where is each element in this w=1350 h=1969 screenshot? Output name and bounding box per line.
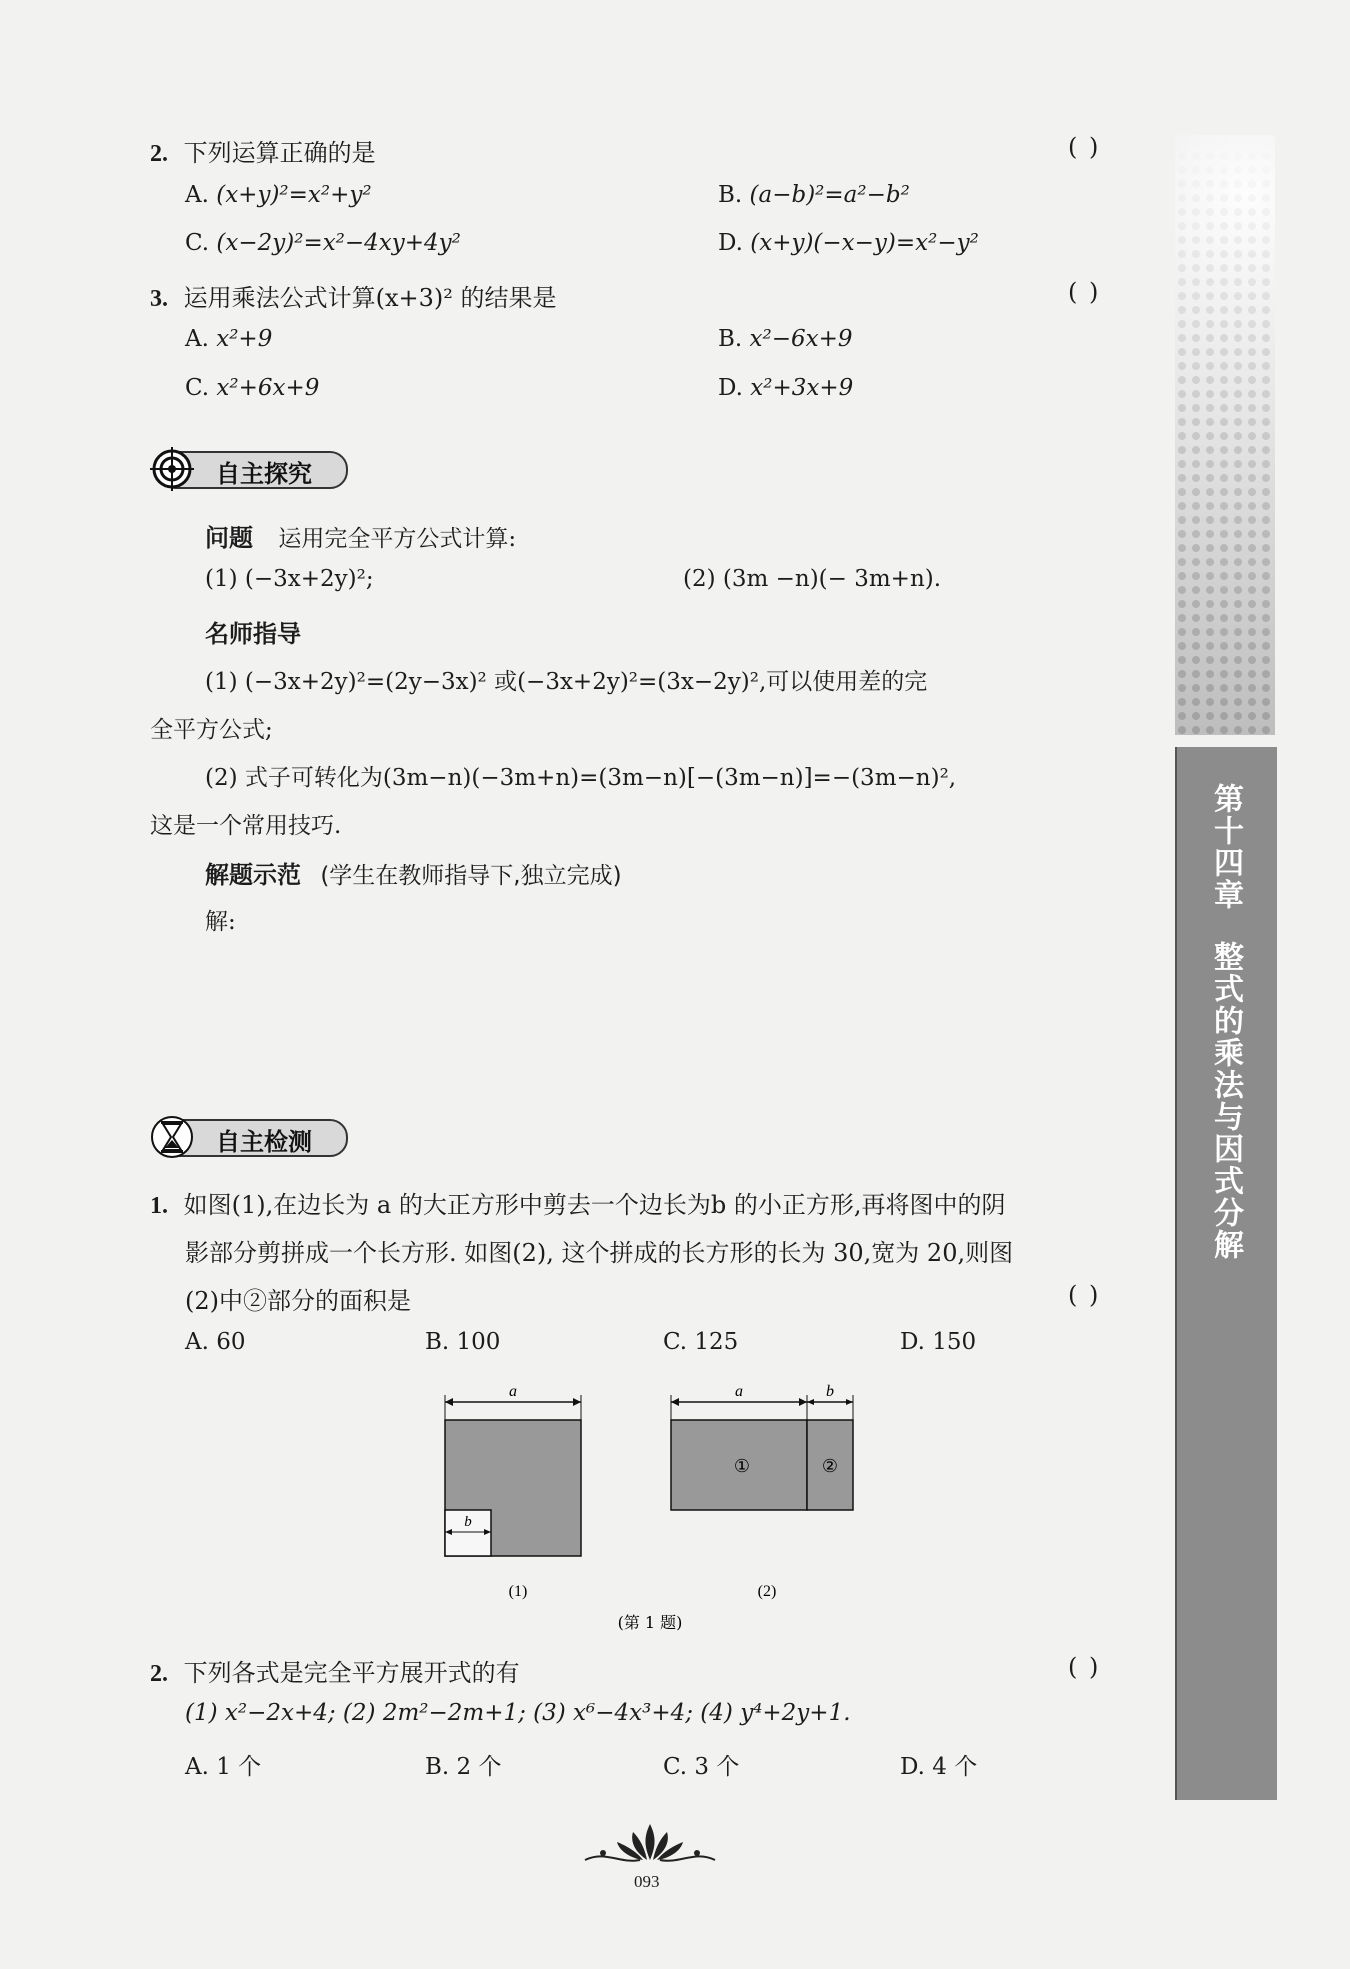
answer-bracket[interactable]: ( ) [1068,1281,1101,1309]
fig1-caption: (1) [508,1583,528,1600]
question-line-2: 影部分剪拼成一个长方形. 如图(2), 这个拼成的长方形的长为 30,宽为 20,则图 [185,1239,1014,1267]
question-3 [150,278,557,313]
option-b[interactable]: B. 2 个 [425,1754,502,1780]
fig2-caption: (2) [757,1583,777,1600]
option-b[interactable]: B. 100 [425,1329,501,1355]
question-number: 2. [150,141,168,167]
problem-part-1: (1) (−3x+2y)²; [205,566,374,592]
guide-2-line-2: 这是一个常用技巧. [150,813,342,839]
option-d[interactable]: D. x²+3x+9 [718,375,854,401]
question-stem: 运用乘法公式计算(x+3)² 的结果是 [183,284,557,312]
option-b[interactable]: B. x²−6x+9 [718,326,853,352]
option-d[interactable]: D. 4 个 [900,1754,978,1780]
sidebar-dot-pattern [1175,135,1275,735]
problem-line [205,518,516,553]
answer-bracket[interactable]: ( ) [1068,133,1101,161]
option-d[interactable]: D. 150 [900,1329,977,1355]
explore-section-badge [148,445,358,489]
fig2-label-b: b [826,1383,834,1400]
chapter-name: 整式的乘法与因式分解 [1208,941,1243,1261]
question-items: (1) x²−2x+4; (2) 2m²−2m+1; (3) x⁶−4x³+4; (4) y⁴+2y+1. [185,1700,851,1726]
chapter-sidebar [1175,135,1275,1800]
option-c[interactable]: C. (x−2y)²=x²−4xy+4y² [185,230,461,256]
question-line-3: (2)中②部分的面积是 [185,1287,411,1315]
question-stem: 下列各式是完全平方展开式的有 [183,1659,520,1687]
solution-label: 解: [205,909,236,935]
answer-bracket[interactable]: ( ) [1068,278,1101,306]
target-icon [148,445,196,493]
problem-part-2: (2) (3m −n)(− 3m+n). [683,566,942,592]
question-number: 2. [150,1661,168,1687]
option-c[interactable]: C. x²+6x+9 [185,375,320,401]
question-2 [150,133,376,168]
guide-label: 名师指导 [205,620,301,648]
page-number: 093 [634,1872,660,1891]
fig1-label-b: b [464,1514,472,1530]
answer-bracket[interactable]: ( ) [1068,1653,1101,1681]
figure-caption: (第 1 题) [617,1613,683,1632]
option-d[interactable]: D. (x+y)(−x−y)=x²−y² [718,230,979,256]
check-question-2 [150,1653,520,1688]
question-stem: 下列运算正确的是 [183,139,376,167]
fig2-label-a: a [735,1383,743,1400]
badge-label: 自主探究 [216,460,312,488]
hourglass-icon [148,1113,196,1161]
solution-area[interactable] [205,940,1145,1090]
guide-1-line-1: (1) (−3x+2y)²=(2y−3x)² 或(−3x+2y)²=(3x−2y)²,可以使用差的完 [205,669,928,695]
option-c[interactable]: C. 3 个 [663,1754,740,1780]
problem-text: 运用完全平方公式计算: [278,526,517,552]
figure-2 [671,1383,853,1600]
option-a[interactable]: A. x²+9 [185,326,273,352]
fig2-region-1-label: ① [733,1456,751,1477]
check-question-1 [150,1185,1005,1220]
badge-label: 自主检测 [216,1128,312,1156]
demo-line [205,855,622,890]
check-section-badge [148,1113,358,1157]
option-a[interactable]: A. 60 [185,1329,246,1355]
question-number: 3. [150,286,168,312]
figure-1 [445,1383,581,1600]
fig1-label-a: a [509,1383,517,1400]
chapter-title [1175,783,1275,1261]
question-1-figure [430,1380,890,1640]
option-b[interactable]: B. (a−b)²=a²−b² [718,182,910,208]
chapter-number: 第十四章 [1208,783,1243,911]
problem-label: 问题 [205,524,253,552]
demo-label: 解题示范 [205,861,301,889]
footer-ornament-icon [575,1820,725,1870]
demo-note: (学生在教师指导下,独立完成) [320,863,622,889]
option-a[interactable]: A. 1 个 [185,1754,262,1780]
option-c[interactable]: C. 125 [663,1329,739,1355]
fig2-region-2-label: ② [821,1456,839,1477]
guide-1-line-2: 全平方公式; [150,717,273,743]
option-a[interactable]: A. (x+y)²=x²+y² [185,182,372,208]
guide-2-line-1: (2) 式子可转化为(3m−n)(−3m+n)=(3m−n)[−(3m−n)]=−(3m−n)², [205,765,957,791]
question-line-1: 如图(1),在边长为 a 的大正方形中剪去一个边长为b 的小正方形,再将图中的阴 [183,1191,1006,1219]
question-number: 1. [150,1193,168,1219]
